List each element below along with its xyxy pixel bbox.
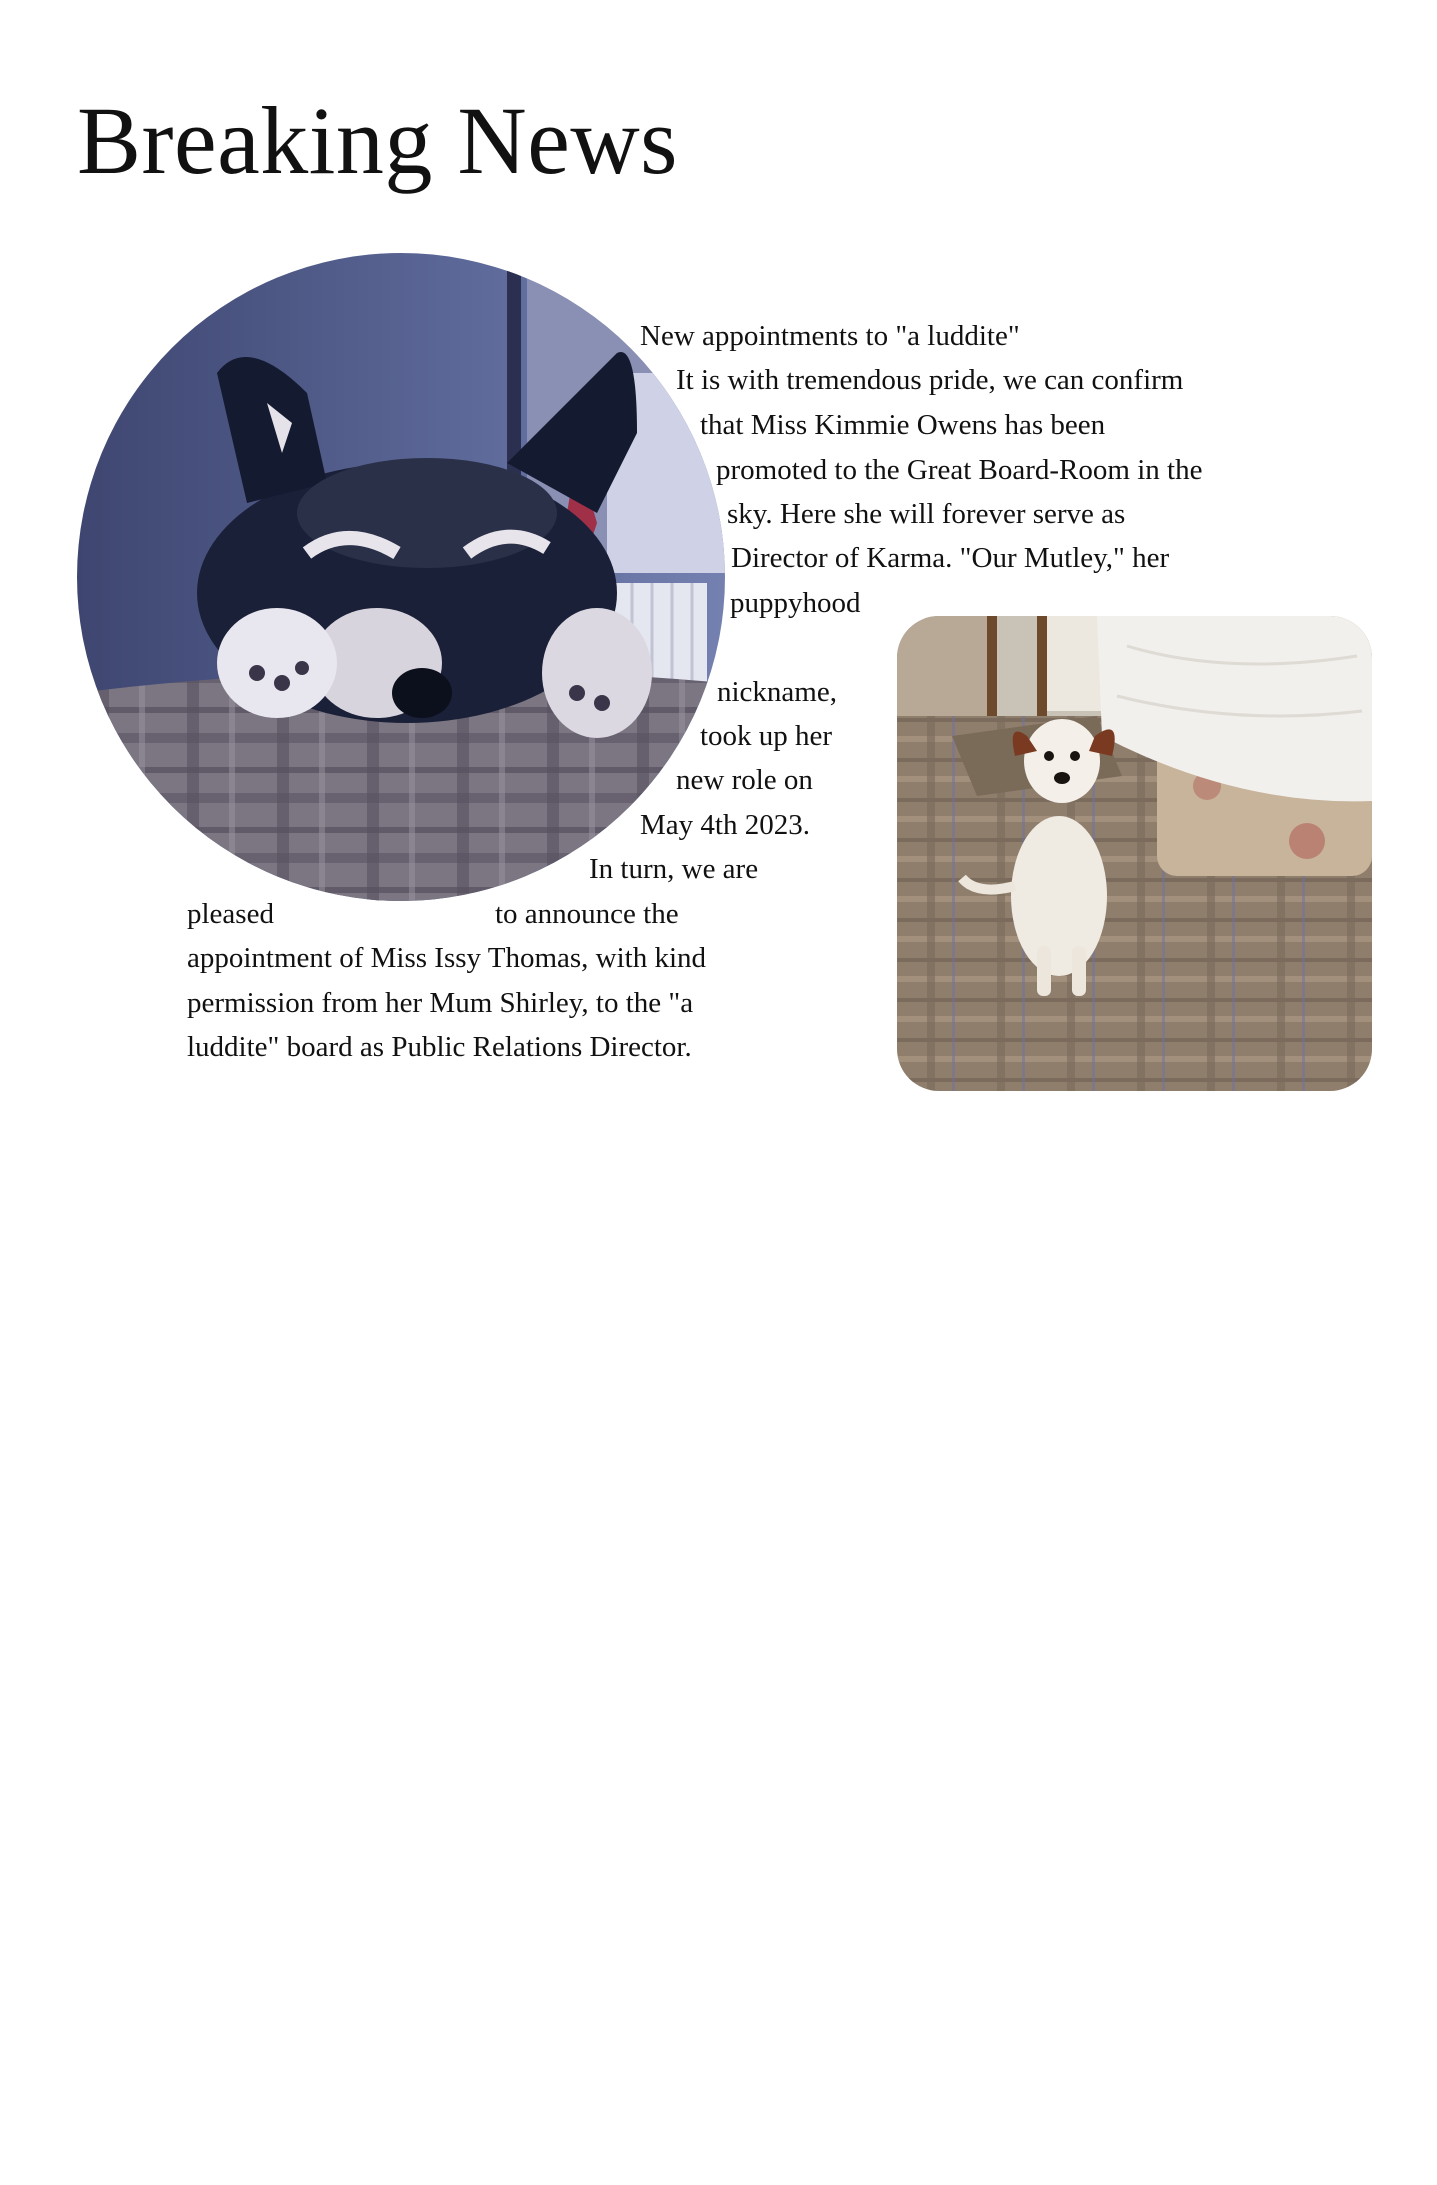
- article-line: permission from her Mum Shirley, to the "a: [187, 987, 694, 1019]
- article-line: that Miss Kimmie Owens has been: [700, 409, 1106, 441]
- article-line: May 4th 2023.: [640, 809, 810, 841]
- kimmie-dog-photo: [77, 253, 725, 901]
- article-line: appointment of Miss Issy Thomas, with kind: [187, 942, 707, 974]
- page-title: Breaking News: [77, 87, 679, 194]
- issy-dog-photo: [897, 616, 1372, 1091]
- issy-dog-illustration: [897, 616, 1372, 1091]
- article-line: luddite" board as Public Relations Director.: [187, 1031, 692, 1063]
- article-line: took up her: [700, 720, 833, 752]
- kimmie-dog-illustration: [77, 253, 725, 901]
- article-line: new role on: [676, 764, 813, 796]
- article-line: pleased: [187, 898, 274, 930]
- article-line: In turn, we are: [589, 853, 759, 885]
- article-line: nickname,: [717, 676, 837, 708]
- article-line: promoted to the Great Board-Room in the: [716, 454, 1203, 486]
- article-line: It is with tremendous pride, we can confirm: [676, 364, 1184, 396]
- article-line: to announce the: [495, 898, 679, 930]
- article-line: Director of Karma. "Our Mutley," her: [731, 542, 1170, 574]
- article-line: sky. Here she will forever serve as: [727, 498, 1126, 530]
- article-heading-line: New appointments to "a luddite": [640, 320, 1020, 352]
- article-line: puppyhood: [730, 587, 861, 619]
